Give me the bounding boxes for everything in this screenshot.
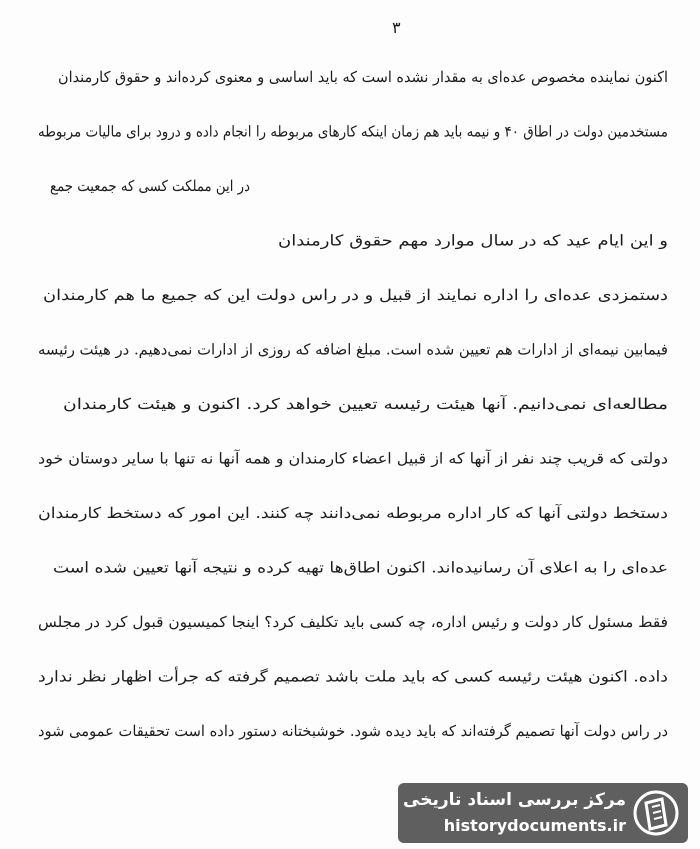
handwritten-line: دستخط دولتی آنها که کار اداره مربوطه نمی‌دانند چه کنند. این امور که دستخط کارمندان xyxy=(38,504,668,522)
handwritten-line: فقط مسئول کار دولت و رئیس اداره، چه کسی باید تکلیف کرد؟ اینجا کمیسیون قبول کرد در مجلس xyxy=(38,613,668,631)
watermark-title: مرکز بررسی اسناد تاریخی xyxy=(403,790,626,810)
handwritten-line: اکنون نماینده مخصوص عده‌ای به مقدار نشده است که باید اساسی و معنوی کرده‌اند و حقوق کارمندان xyxy=(58,68,668,86)
watermark-url: historydocuments.ir xyxy=(443,816,626,835)
handwritten-line: در راس دولت آنها تصمیم گرفته‌اند که باید دیده شود. خوشبختانه دستور داده است تحقیقات عمومی شود xyxy=(38,722,668,740)
handwritten-line: در این مملکت کسی که جمعیت جمع xyxy=(50,177,250,195)
handwritten-line: داده. اکنون هیئت رئیسه کسی که باید ملت باشد تصمیم گرفته که جرأت اظهار نظر ندارد xyxy=(38,667,586,686)
archive-logo-icon xyxy=(632,789,680,837)
handwritten-line: عده‌ای را به اعلای آن رسانیده‌اند. اکنون اطاق‌ها تهیه کرده و نتیجه آنها تعیین شده است xyxy=(53,558,668,577)
page-number: ۳ xyxy=(392,18,401,37)
handwritten-line: مطالعه‌ای نمی‌دانیم. آنها هیئت رئیسه تعیین خواهد کرد. اکنون و هیئت کارمندان xyxy=(63,395,668,413)
watermark xyxy=(398,783,688,843)
handwritten-line: دستمزدی عده‌ای را اداره نمایند از قبیل و در راس دولت این که جمیع ما هم کارمندان xyxy=(43,286,668,304)
handwritten-line: فیمابین نیمه‌ای از ادارات هم تعیین شده است. مبلغ اضافه که روزی از ادارات نمی‌دهیم. در هیئت رئیسه xyxy=(38,340,668,359)
handwritten-line: دولتی که قریب چند نفر از آنها که از قبیل اعضاء کارمندان و همه آنها نه تنها با سایر دوستان خود xyxy=(38,449,668,468)
handwritten-line: مستخدمین دولت در اطاق ۴۰ و نیمه باید هم زمان اینکه کارهای مربوطه را انجام داده و درود برای مالیات مربوطه xyxy=(38,122,686,141)
handwritten-lines xyxy=(38,68,686,740)
handwritten-line: و این ایام عید که در سال موارد مهم حقوق کارمندان xyxy=(278,231,668,250)
